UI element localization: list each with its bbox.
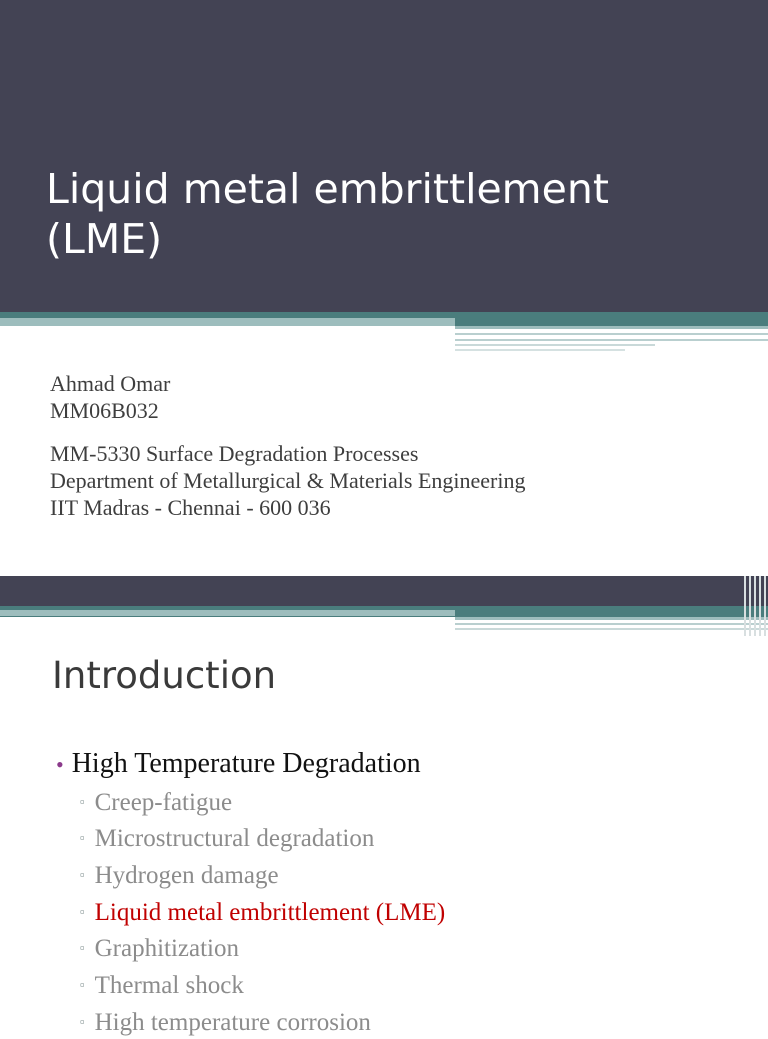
- title-line: (LME): [46, 215, 163, 263]
- slide-title: [46, 164, 746, 264]
- accent-vertical-lines: [744, 576, 768, 636]
- course-info: [50, 440, 750, 521]
- square-bullet-icon: ▫: [80, 1014, 85, 1029]
- course-name: MM-5330 Surface Degradation Processes: [50, 441, 419, 466]
- department: Department of Metallurgical & Materials Engineering: [50, 468, 526, 493]
- main-bullet-text: High Temperature Degradation: [71, 748, 421, 779]
- institute-address: IIT Madras - Chennai - 600 036: [50, 495, 331, 520]
- list-item-text: Microstructural degradation: [94, 825, 375, 852]
- square-bullet-icon: ▫: [80, 977, 85, 992]
- bullet-dot-icon: •: [56, 752, 64, 777]
- accent-stripe: [455, 339, 768, 341]
- subtitle-block: [50, 370, 750, 537]
- accent-stripe: [455, 623, 768, 625]
- list-item-text: Creep-fatigue: [94, 789, 233, 816]
- title-header-band: [0, 0, 768, 312]
- title-line: Liquid metal embrittlement: [46, 165, 609, 213]
- list-item: [80, 969, 244, 1002]
- list-item-text: Liquid metal embrittlement (LME): [94, 899, 446, 926]
- accent-stripe: [0, 318, 455, 326]
- square-bullet-icon: ▫: [80, 794, 85, 809]
- accent-stripe: [455, 344, 655, 346]
- list-item: [80, 859, 279, 892]
- accent-stripe: [455, 349, 625, 351]
- accent-stripe: [455, 333, 768, 335]
- author-name: Ahmad Omar: [50, 371, 171, 396]
- slide-heading: Introduction: [52, 654, 277, 697]
- accent-stripe: [455, 326, 768, 329]
- list-item: [80, 932, 239, 965]
- square-bullet-icon: ▫: [80, 867, 85, 882]
- main-bullet: [56, 746, 421, 783]
- roll-number: MM06B032: [50, 398, 159, 423]
- accent-stripe: [455, 617, 768, 620]
- author-info: [50, 370, 750, 424]
- list-item: [80, 822, 374, 855]
- square-bullet-icon: ▫: [80, 830, 85, 845]
- list-item-text: Hydrogen damage: [94, 862, 279, 889]
- list-item-text: Thermal shock: [94, 972, 244, 999]
- square-bullet-icon: ▫: [80, 904, 85, 919]
- square-bullet-icon: ▫: [80, 940, 85, 955]
- list-item: [80, 1006, 371, 1039]
- content-header-band: [0, 576, 768, 606]
- accent-stripe: [455, 628, 768, 630]
- list-item-text: High temperature corrosion: [94, 1009, 371, 1036]
- list-item-text: Graphitization: [94, 935, 240, 962]
- accent-stripe: [0, 610, 455, 616]
- list-item: [80, 786, 232, 819]
- list-item-highlighted: [80, 896, 445, 929]
